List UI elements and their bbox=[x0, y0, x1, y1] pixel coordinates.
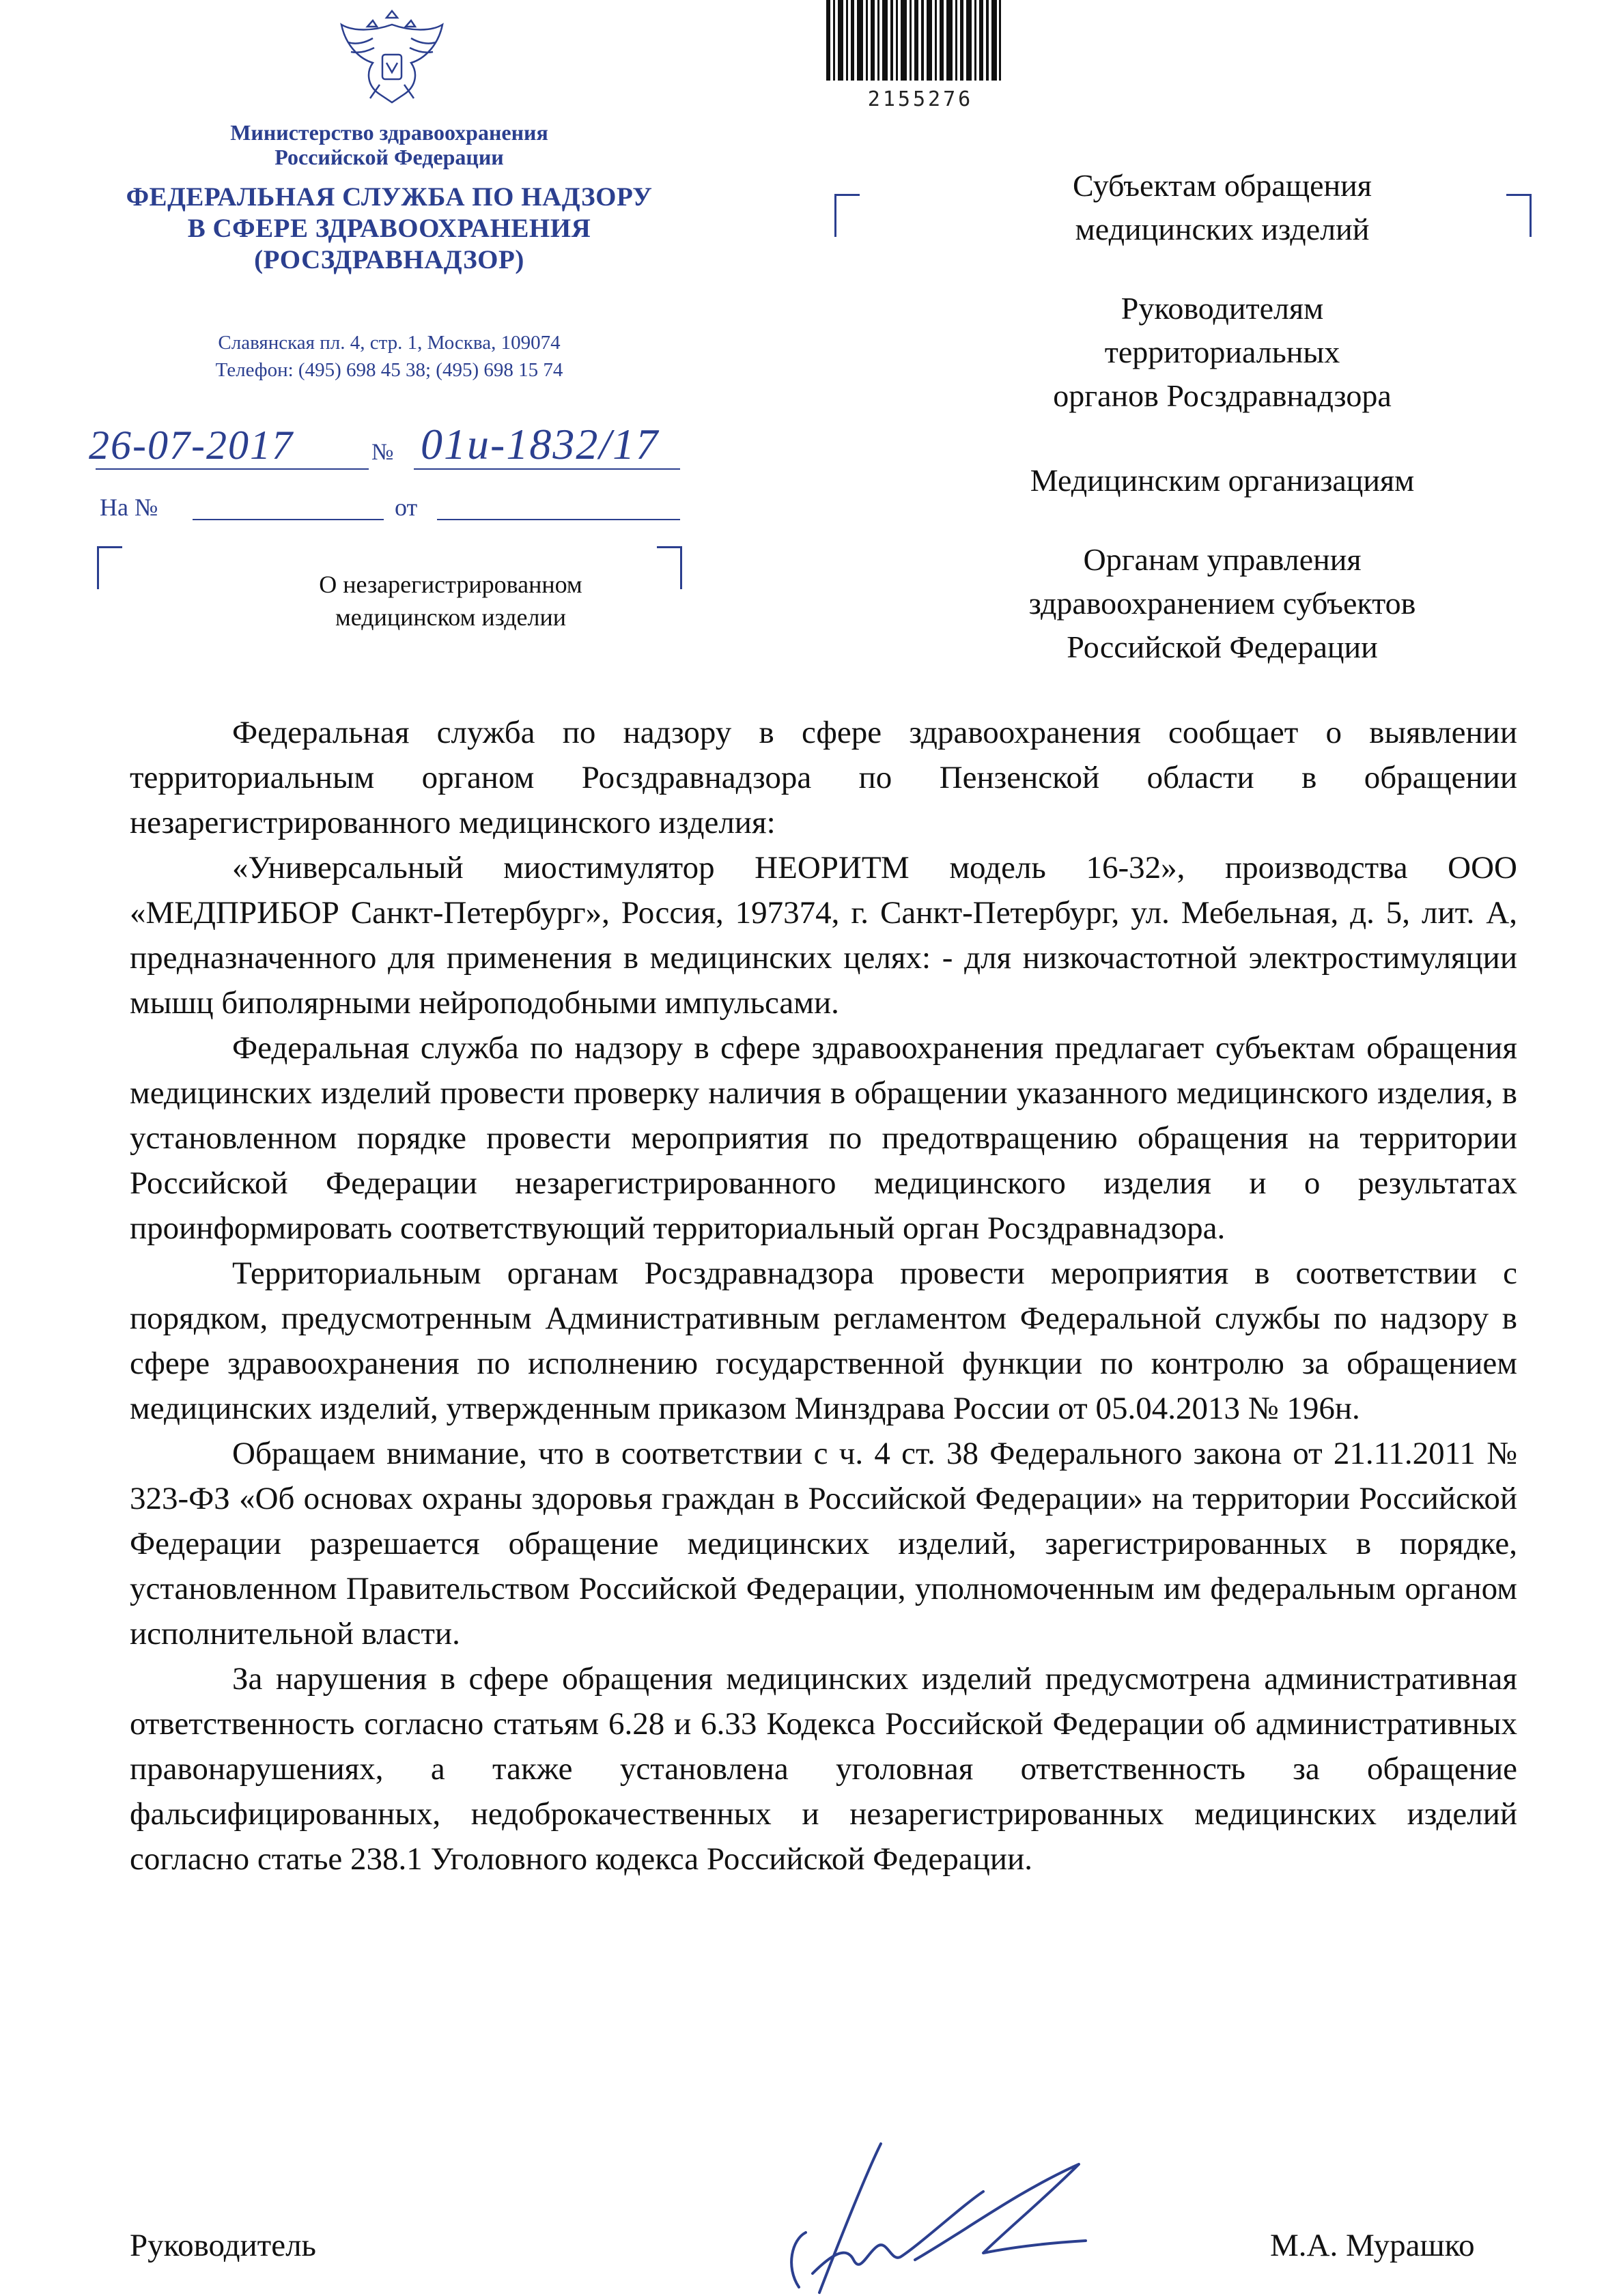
reply-to-label: На № bbox=[100, 494, 158, 521]
handwritten-signature bbox=[758, 2116, 1113, 2296]
coat-of-arms-emblem bbox=[332, 4, 452, 107]
number-label: № bbox=[371, 440, 394, 465]
letter-body bbox=[130, 710, 1517, 1882]
barcode bbox=[825, 0, 1002, 81]
signatory-name: М.А. Мурашко bbox=[1270, 2228, 1475, 2263]
subject-bracket-left bbox=[97, 546, 122, 589]
handwritten-number: 01и-1832/17 bbox=[421, 420, 660, 468]
reply-to-underline bbox=[193, 519, 384, 520]
signatory-role: Руководитель bbox=[130, 2228, 316, 2263]
subject: О незарегистрированном медицинском изделии bbox=[319, 571, 582, 631]
addressee-bracket-right bbox=[1506, 194, 1532, 237]
barcode-number: 2155276 bbox=[867, 87, 974, 111]
body-paragraph: Территориальным органам Росздравнадзора провести мероприятия в соответствии с порядком, предусмотренным Административным регламентом Федеральной службы по надзору в сфере здравоохранения по исполнению государственной функции по контролю за обращением медицинских изделий, утвержденным приказом Минздрава России от 05.04.2013 № 196н. bbox=[130, 1256, 1517, 1426]
from-underline bbox=[437, 519, 680, 520]
addressee-3: Медицинским организациям bbox=[1030, 463, 1415, 498]
subject-bracket-right bbox=[657, 546, 682, 589]
from-label: от bbox=[395, 494, 418, 521]
date-underline bbox=[96, 468, 369, 470]
body-paragraph: Федеральная служба по надзору в сфере здравоохранения предлагает субъектам обращения медицинских изделий провести проверку наличия в обращении указанного медицинского изделия, в установленном порядке провести мероприятия по предотвращению обращения на территории Российской Федерации незарегистрированного медицинского изделия и о результатах проинформировать соответствующий территориальный орган Росздравнадзора. bbox=[130, 1030, 1517, 1246]
service-name: ФЕДЕРАЛЬНАЯ СЛУЖБА ПО НАДЗОРУ В СФЕРЕ ЗДРАВООХРАНЕНИЯ (РОСЗДРАВНАДЗОР) bbox=[126, 182, 653, 274]
number-underline bbox=[414, 468, 680, 470]
addressee-4: Органам управления здравоохранением субъектов Российской Федерации bbox=[1028, 542, 1416, 664]
addressee-1: Субъектам обращения медицинских изделий bbox=[1073, 168, 1372, 246]
body-paragraph: Обращаем внимание, что в соответствии с ч. 4 ст. 38 Федерального закона от 21.11.2011 № 323-ФЗ «Об основах охраны здоровья граждан в Российской Федерации» на территории Российской Федерации разрешается обращение медицинских изделий, зарегистрированных в порядке, установленном Правительством Российской Федерации, уполномоченным им федеральным органом исполнительной власти. bbox=[130, 1436, 1517, 1652]
ministry-name: Министерство здравоохранения Российской Федерации bbox=[230, 120, 548, 169]
body-paragraph: Федеральная служба по надзору в сфере здравоохранения сообщает о выявлении территориальным органом Росздравнадзора по Пензенской области в обращении незарегистрированного медицинского изделия: bbox=[130, 715, 1517, 840]
body-paragraph: За нарушения в сфере обращения медицинских изделий предусмотрена административная ответственность согласно статьям 6.28 и 6.33 Кодекса Российской Федерации об административных правонарушениях, а также установлена уголовная ответственность за обращение фальсифицированных, недоброкачественных и незарегистрированных медицинских изделий согласно статье 238.1 Уголовного кодекса Российской Федерации. bbox=[130, 1661, 1517, 1877]
body-paragraph: «Универсальный миостимулятор НЕОРИТМ модель 16-32», производства ООО «МЕДПРИБОР Санкт-Петербург», Россия, 197374, г. Санкт-Петербург, ул. Мебельная, д. 5, лит. А, предназначенного для применения в медицинских целях: - для низкочастотной электростимуляции мышц биполярными нейроподобными импульсами. bbox=[130, 850, 1517, 1021]
addressee-2: Руководителям территориальных органов Росздравнадзора bbox=[1053, 291, 1392, 413]
handwritten-date: 26-07-2017 bbox=[89, 423, 294, 468]
addressee-bracket-left bbox=[834, 194, 860, 237]
service-address: Славянская пл. 4, стр. 1, Москва, 109074 Телефон: (495) 698 45 38; (495) 698 15 74 bbox=[215, 332, 563, 381]
